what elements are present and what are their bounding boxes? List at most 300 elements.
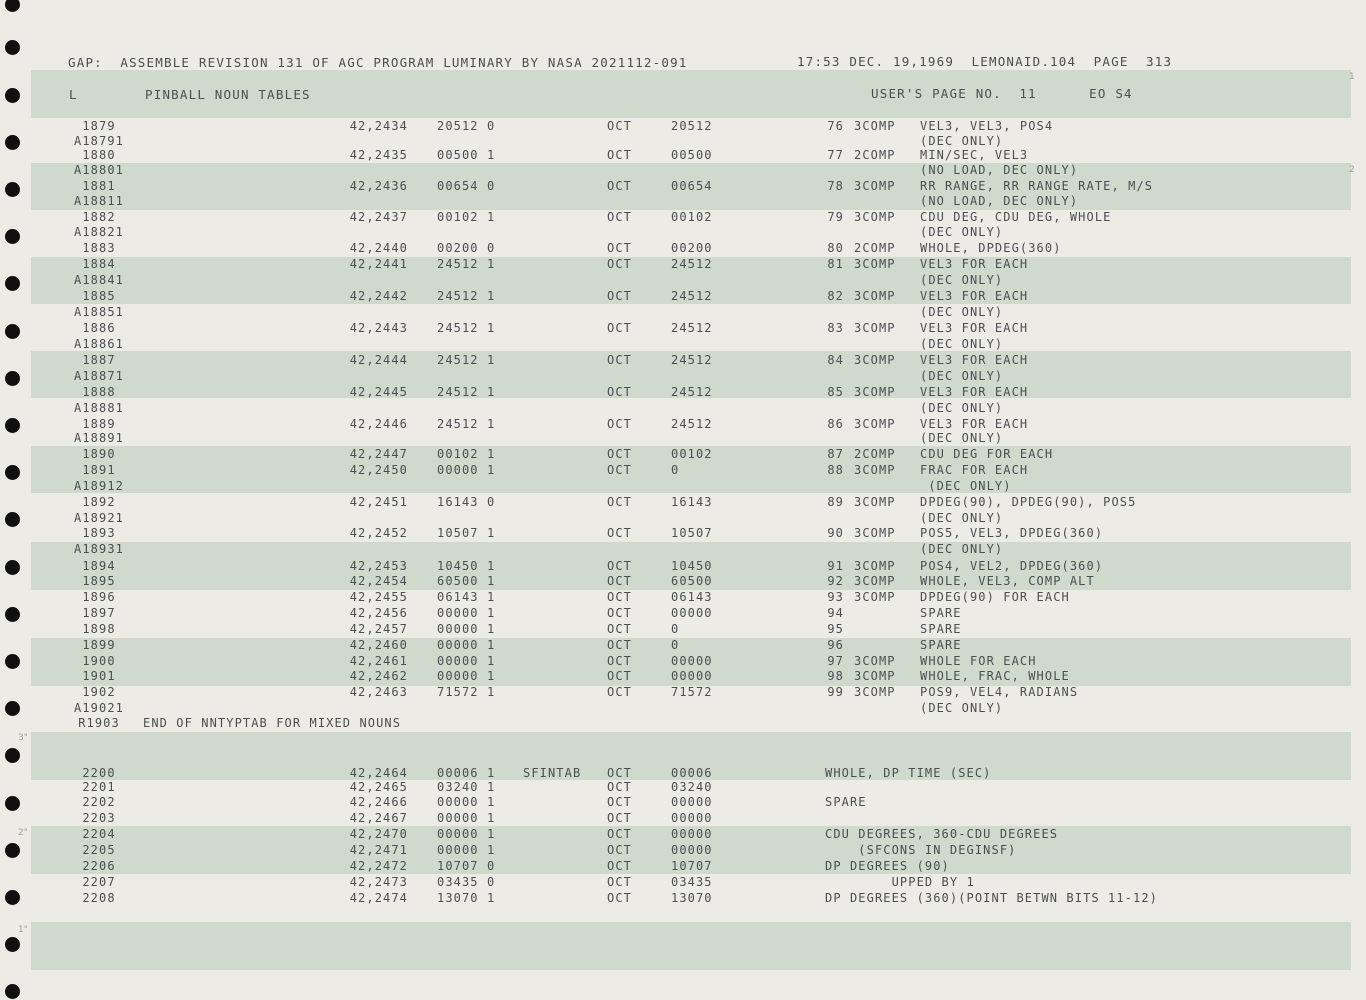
opcode: OCT <box>607 495 632 509</box>
line-number: A18811 <box>74 194 124 208</box>
comment: VEL3 FOR EACH <box>920 289 1029 303</box>
listing-line <box>0 446 1366 462</box>
comment: WHOLE, DPDEG(360) <box>920 241 1062 255</box>
component-type: 3COMP <box>854 119 896 133</box>
comment: POS9, VEL4, RADIANS <box>920 685 1079 699</box>
listing-line <box>0 573 1366 589</box>
line-number: 1896 <box>82 590 116 604</box>
listing-line <box>0 400 1366 416</box>
operand: 10507 <box>671 526 713 540</box>
opcode: OCT <box>607 606 632 620</box>
opcode: OCT <box>607 463 632 477</box>
opcode: OCT <box>607 638 632 652</box>
comment: (DEC ONLY) <box>920 273 1004 287</box>
assembly-title: GAP: ASSEMBLE REVISION 131 OF AGC PROGRAM LUMINARY BY NASA 2021112-091 <box>68 55 688 70</box>
comment: SPARE <box>920 638 962 652</box>
listing-line <box>0 684 1366 700</box>
opcode: OCT <box>607 827 632 841</box>
comment: (NO LOAD, DEC ONLY) <box>920 194 1079 208</box>
opcode: OCT <box>607 417 632 431</box>
comment: (DEC ONLY) <box>920 369 1004 383</box>
octal-word: 24512 1 <box>437 417 496 431</box>
line-number: 1900 <box>82 654 116 668</box>
line-number: 1880 <box>82 148 116 162</box>
octal-word: 24512 1 <box>437 385 496 399</box>
line-number: 2205 <box>82 843 116 857</box>
comment: CDU DEG FOR EACH <box>920 447 1054 461</box>
component-type: 3COMP <box>854 210 896 224</box>
comment: SPARE <box>920 606 962 620</box>
comment: FRAC FOR EACH <box>920 463 1029 477</box>
memory-address: 42,2443 <box>349 321 408 335</box>
noun-number: 97 <box>827 654 844 668</box>
feed-hole <box>5 40 20 55</box>
noun-number: 99 <box>827 685 844 699</box>
memory-address: 42,2473 <box>349 875 408 889</box>
octal-word: 24512 1 <box>437 321 496 335</box>
opcode: OCT <box>607 574 632 588</box>
opcode: OCT <box>607 766 632 780</box>
octal-word: 00000 1 <box>437 843 496 857</box>
line-number: A18912 <box>74 479 124 493</box>
memory-address: 42,2440 <box>349 241 408 255</box>
listing-line <box>0 589 1366 605</box>
listing-line <box>0 162 1366 178</box>
opcode: OCT <box>607 321 632 335</box>
memory-address: 42,2455 <box>349 590 408 604</box>
line-number: 1898 <box>82 622 116 636</box>
line-number: 1902 <box>82 685 116 699</box>
noun-number: 94 <box>827 606 844 620</box>
listing-line <box>0 605 1366 621</box>
opcode: OCT <box>607 148 632 162</box>
operand: 24512 <box>671 257 713 271</box>
operand: 03435 <box>671 875 713 889</box>
component-type: 3COMP <box>854 590 896 604</box>
line-number: A18791 <box>74 134 124 148</box>
component-type: 3COMP <box>854 526 896 540</box>
component-type: 3COMP <box>854 685 896 699</box>
opcode: OCT <box>607 590 632 604</box>
octal-word: 71572 1 <box>437 685 496 699</box>
octal-word: 00000 1 <box>437 638 496 652</box>
run-info: 17:53 DEC. 19,1969 LEMONAID.104 PAGE 313 <box>797 54 1173 69</box>
listing-line <box>0 858 1366 874</box>
opcode: OCT <box>607 559 632 573</box>
line-number: 1879 <box>82 119 116 133</box>
listing-line <box>0 193 1366 209</box>
component-type: 3COMP <box>854 574 896 588</box>
noun-number: 88 <box>827 463 844 477</box>
line-number: 2203 <box>82 811 116 825</box>
component-type: 3COMP <box>854 257 896 271</box>
octal-word: 00654 0 <box>437 179 496 193</box>
noun-number: 91 <box>827 559 844 573</box>
operand: 24512 <box>671 289 713 303</box>
opcode: OCT <box>607 179 632 193</box>
comment: MIN/SEC, VEL3 <box>920 148 1029 162</box>
line-number: 1895 <box>82 574 116 588</box>
section-end-remark: END OF NNTYPTAB FOR MIXED NOUNS <box>143 716 402 730</box>
line-number: A18931 <box>74 542 124 556</box>
operand: 60500 <box>671 574 713 588</box>
component-type: 3COMP <box>854 654 896 668</box>
comment: (DEC ONLY) <box>920 542 1004 556</box>
opcode: OCT <box>607 811 632 825</box>
line-number: 1884 <box>82 257 116 271</box>
opcode: OCT <box>607 780 632 794</box>
component-type: 3COMP <box>854 179 896 193</box>
memory-address: 42,2472 <box>349 859 408 873</box>
listing-line <box>0 304 1366 320</box>
octal-word: 00000 1 <box>437 463 496 477</box>
octal-word: 10707 0 <box>437 859 496 873</box>
noun-number: 85 <box>827 385 844 399</box>
noun-number: 92 <box>827 574 844 588</box>
line-number: 1889 <box>82 417 116 431</box>
operand: 00200 <box>671 241 713 255</box>
line-number: 2201 <box>82 780 116 794</box>
comment: (DEC ONLY) <box>920 225 1004 239</box>
noun-number: 82 <box>827 289 844 303</box>
opcode: OCT <box>607 875 632 889</box>
opcode: OCT <box>607 447 632 461</box>
operand: 00000 <box>671 811 713 825</box>
line-number: 2200 <box>82 766 116 780</box>
memory-address: 42,2446 <box>349 417 408 431</box>
listing-line <box>0 462 1366 478</box>
memory-address: 42,2463 <box>349 685 408 699</box>
line-number: 1887 <box>82 353 116 367</box>
listing-line <box>0 430 1366 446</box>
listing-line <box>0 272 1366 288</box>
opcode: OCT <box>607 385 632 399</box>
noun-number: 90 <box>827 526 844 540</box>
line-number: 2208 <box>82 891 116 905</box>
operand: 00000 <box>671 654 713 668</box>
listing-line <box>0 320 1366 336</box>
opcode: OCT <box>607 669 632 683</box>
octal-word: 24512 1 <box>437 257 496 271</box>
feed-hole <box>5 984 20 999</box>
memory-address: 42,2444 <box>349 353 408 367</box>
memory-address: 42,2471 <box>349 843 408 857</box>
listing-line <box>0 826 1366 842</box>
operand: 10707 <box>671 859 713 873</box>
margin-mark: 3" <box>18 733 28 743</box>
margin-mark: 1 <box>1349 72 1355 82</box>
memory-address: 42,2445 <box>349 385 408 399</box>
operand: 00500 <box>671 148 713 162</box>
memory-address: 42,2442 <box>349 289 408 303</box>
memory-address: 42,2464 <box>349 766 408 780</box>
operand: 0 <box>671 622 680 636</box>
octal-word: 06143 1 <box>437 590 496 604</box>
operand: 03240 <box>671 780 713 794</box>
operand: 24512 <box>671 417 713 431</box>
memory-address: 42,2466 <box>349 795 408 809</box>
opcode: OCT <box>607 257 632 271</box>
component-type: 2COMP <box>854 148 896 162</box>
comment: WHOLE FOR EACH <box>920 654 1037 668</box>
memory-address: 42,2435 <box>349 148 408 162</box>
component-type: 2COMP <box>854 241 896 255</box>
listing-line <box>0 368 1366 384</box>
listing-line <box>0 794 1366 810</box>
component-type: 3COMP <box>854 559 896 573</box>
listing-line <box>0 637 1366 653</box>
comment: SPARE <box>920 622 962 636</box>
comment: RR RANGE, RR RANGE RATE, M/S <box>920 179 1154 193</box>
comment: DP DEGREES (90) <box>825 859 950 873</box>
octal-word: 00000 1 <box>437 622 496 636</box>
listing-line <box>0 384 1366 400</box>
operand: 00102 <box>671 447 713 461</box>
memory-address: 42,2474 <box>349 891 408 905</box>
component-type: 3COMP <box>854 321 896 335</box>
listing-line <box>0 874 1366 890</box>
comment: (DEC ONLY) <box>920 337 1004 351</box>
opcode: OCT <box>607 353 632 367</box>
operand: 24512 <box>671 353 713 367</box>
users-page-number: USER'S PAGE NO. 11 EO S4 <box>871 86 1133 101</box>
octal-word: 20512 0 <box>437 119 496 133</box>
section-code: L <box>69 87 78 102</box>
opcode: OCT <box>607 654 632 668</box>
comment: VEL3 FOR EACH <box>920 385 1029 399</box>
listing-line <box>0 352 1366 368</box>
opcode: OCT <box>607 859 632 873</box>
comment: WHOLE, FRAC, WHOLE <box>920 669 1070 683</box>
line-number: 1901 <box>82 669 116 683</box>
line-number: 1885 <box>82 289 116 303</box>
memory-address: 42,2434 <box>349 119 408 133</box>
listing-line <box>0 715 1366 731</box>
opcode: OCT <box>607 241 632 255</box>
listing-line <box>0 147 1366 163</box>
line-number: 2202 <box>82 795 116 809</box>
operand: 00000 <box>671 843 713 857</box>
memory-address: 42,2465 <box>349 780 408 794</box>
comment: VEL3, VEL3, POS4 <box>920 119 1054 133</box>
noun-number: 89 <box>827 495 844 509</box>
octal-word: 00006 1 <box>437 766 496 780</box>
line-number: A18871 <box>74 369 124 383</box>
comment: VEL3 FOR EACH <box>920 353 1029 367</box>
line-number: 1899 <box>82 638 116 652</box>
octal-word: 24512 1 <box>437 353 496 367</box>
comment: (DEC ONLY) <box>920 701 1004 715</box>
listing-line <box>0 240 1366 256</box>
noun-number: 80 <box>827 241 844 255</box>
symbol-label: SFINTAB <box>523 766 582 780</box>
comment: (DEC ONLY) <box>920 431 1004 445</box>
listing-line <box>0 510 1366 526</box>
octal-word: 00500 1 <box>437 148 496 162</box>
listing-line <box>0 779 1366 795</box>
noun-number: 86 <box>827 417 844 431</box>
noun-number: 79 <box>827 210 844 224</box>
memory-address: 42,2457 <box>349 622 408 636</box>
octal-word: 00000 1 <box>437 654 496 668</box>
greenbar-band <box>31 922 1351 970</box>
operand: 13070 <box>671 891 713 905</box>
listing-line <box>0 668 1366 684</box>
feed-hole <box>5 88 20 103</box>
line-number: A18801 <box>74 163 124 177</box>
listing-line <box>0 178 1366 194</box>
octal-word: 00102 1 <box>437 447 496 461</box>
octal-word: 00000 1 <box>437 827 496 841</box>
line-number: 1892 <box>82 495 116 509</box>
comment: (DEC ONLY) <box>920 511 1004 525</box>
noun-number: 84 <box>827 353 844 367</box>
octal-word: 10507 1 <box>437 526 496 540</box>
noun-number: 76 <box>827 119 844 133</box>
octal-word: 13070 1 <box>437 891 496 905</box>
octal-word: 60500 1 <box>437 574 496 588</box>
octal-word: 24512 1 <box>437 289 496 303</box>
comment: DPDEG(90), DPDEG(90), POS5 <box>920 495 1137 509</box>
listing-line <box>0 890 1366 906</box>
line-number: A18881 <box>74 401 124 415</box>
comment: (DEC ONLY) <box>920 134 1004 148</box>
listing-line <box>0 842 1366 858</box>
memory-address: 42,2452 <box>349 526 408 540</box>
operand: 16143 <box>671 495 713 509</box>
line-number: 1897 <box>82 606 116 620</box>
octal-word: 00000 1 <box>437 811 496 825</box>
line-number: 2207 <box>82 875 116 889</box>
feed-hole <box>5 748 20 763</box>
noun-number: 81 <box>827 257 844 271</box>
operand: 24512 <box>671 321 713 335</box>
listing-line <box>0 700 1366 716</box>
noun-number: 98 <box>827 669 844 683</box>
listing-line <box>0 525 1366 541</box>
listing-line <box>0 478 1366 494</box>
opcode: OCT <box>607 526 632 540</box>
line-number: A18841 <box>74 273 124 287</box>
octal-word: 00000 1 <box>437 606 496 620</box>
component-type: 3COMP <box>854 495 896 509</box>
margin-mark: 2 <box>1349 165 1355 175</box>
noun-number: 96 <box>827 638 844 652</box>
line-number: 1882 <box>82 210 116 224</box>
memory-address: 42,2467 <box>349 811 408 825</box>
memory-address: 42,2460 <box>349 638 408 652</box>
operand: 00000 <box>671 827 713 841</box>
listing-line <box>0 494 1366 510</box>
opcode: OCT <box>607 685 632 699</box>
line-number: R1903 <box>78 716 120 730</box>
comment: (DEC ONLY) <box>920 305 1004 319</box>
comment: (NO LOAD, DEC ONLY) <box>920 163 1079 177</box>
comment: (DEC ONLY) <box>920 401 1004 415</box>
component-type: 3COMP <box>854 353 896 367</box>
memory-address: 42,2447 <box>349 447 408 461</box>
line-number: 1886 <box>82 321 116 335</box>
noun-number: 93 <box>827 590 844 604</box>
opcode: OCT <box>607 119 632 133</box>
line-number: A18821 <box>74 225 124 239</box>
listing-line <box>0 256 1366 272</box>
feed-hole <box>5 0 20 12</box>
memory-address: 42,2453 <box>349 559 408 573</box>
octal-word: 10450 1 <box>437 559 496 573</box>
line-number: A18861 <box>74 337 124 351</box>
memory-address: 42,2454 <box>349 574 408 588</box>
line-number: 1891 <box>82 463 116 477</box>
line-number: 1894 <box>82 559 116 573</box>
comment: POS4, VEL2, DPDEG(360) <box>920 559 1104 573</box>
margin-mark: 1" <box>18 925 28 935</box>
listing-line <box>0 541 1366 557</box>
listing-line <box>0 810 1366 826</box>
operand: 24512 <box>671 385 713 399</box>
opcode: OCT <box>607 210 632 224</box>
line-number: A18891 <box>74 431 124 445</box>
octal-word: 00200 0 <box>437 241 496 255</box>
noun-number: 78 <box>827 179 844 193</box>
component-type: 3COMP <box>854 385 896 399</box>
memory-address: 42,2461 <box>349 654 408 668</box>
feed-hole <box>5 937 20 952</box>
opcode: OCT <box>607 622 632 636</box>
line-number: 1888 <box>82 385 116 399</box>
operand: 00006 <box>671 766 713 780</box>
comment: WHOLE, DP TIME (SEC) <box>825 766 992 780</box>
operand: 00000 <box>671 606 713 620</box>
listing-line <box>0 118 1366 134</box>
operand: 00654 <box>671 179 713 193</box>
component-type: 3COMP <box>854 289 896 303</box>
comment: WHOLE, VEL3, COMP ALT <box>920 574 1095 588</box>
memory-address: 42,2450 <box>349 463 408 477</box>
comment: CDU DEG, CDU DEG, WHOLE <box>920 210 1112 224</box>
line-number: 1881 <box>82 179 116 193</box>
comment: VEL3 FOR EACH <box>920 257 1029 271</box>
operand: 00102 <box>671 210 713 224</box>
listing-line <box>0 336 1366 352</box>
component-type: 3COMP <box>854 417 896 431</box>
component-type: 2COMP <box>854 447 896 461</box>
listing-line <box>0 288 1366 304</box>
line-number: 2204 <box>82 827 116 841</box>
octal-word: 16143 0 <box>437 495 496 509</box>
line-number: A18851 <box>74 305 124 319</box>
component-type: 3COMP <box>854 669 896 683</box>
octal-word: 00000 1 <box>437 669 496 683</box>
octal-word: 00000 1 <box>437 795 496 809</box>
comment: DPDEG(90) FOR EACH <box>920 590 1070 604</box>
memory-address: 42,2470 <box>349 827 408 841</box>
octal-word: 03240 1 <box>437 780 496 794</box>
listing-line <box>0 209 1366 225</box>
operand: 00000 <box>671 669 713 683</box>
comment: CDU DEGREES, 360-CDU DEGREES <box>825 827 1059 841</box>
margin-mark: 2" <box>18 828 28 838</box>
line-number: A18921 <box>74 511 124 525</box>
opcode: OCT <box>607 843 632 857</box>
listing-line <box>0 653 1366 669</box>
comment: VEL3 FOR EACH <box>920 321 1029 335</box>
memory-address: 42,2462 <box>349 669 408 683</box>
comment: VEL3 FOR EACH <box>920 417 1029 431</box>
line-number: A19021 <box>74 701 124 715</box>
listing-line <box>0 224 1366 240</box>
comment: SPARE <box>825 795 867 809</box>
